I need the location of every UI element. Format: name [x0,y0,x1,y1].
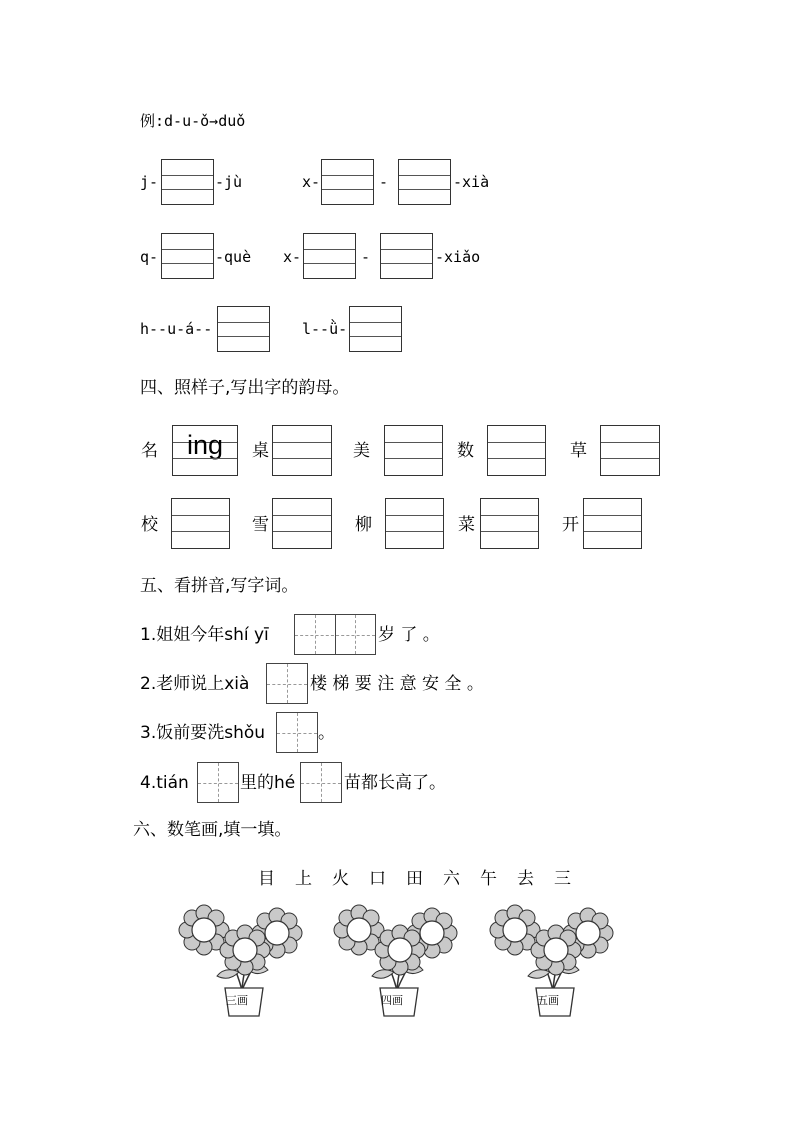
char-label: 名 [141,441,158,461]
stroke-char: 三 [554,869,571,889]
spell-result-que: -què [215,248,252,266]
stroke-char: 火 [332,869,349,889]
pot-label: 三画 [226,994,248,1007]
spell-dash: - [379,173,389,191]
char-label: 数 [457,441,474,461]
stroke-char: 去 [517,869,534,889]
q2-tail: 楼 梯 要 注 意 安 全 。 [310,674,484,694]
flower-center [265,921,289,945]
flower-center [503,918,527,942]
flower-center [576,921,600,945]
section-5-title: 五、看拼音,写字词。 [140,576,299,596]
pot-label: 四画 [381,994,403,1007]
q1-text: 1.姐姐今年shí yī [140,625,269,645]
leaf [217,970,239,979]
leaf [372,970,394,979]
spell-hua: h--u-á-- [140,320,213,338]
spell-result-xia: -xià [453,173,490,191]
char-label: 桌 [252,441,269,461]
leaf [528,970,550,979]
stroke-char: 口 [369,869,386,889]
spell-dash: - [361,248,371,266]
spell-result-xiao: -xiǎo [435,248,481,266]
q1-tail: 岁 了 。 [378,625,440,645]
spell-prefix-x: x- [283,248,302,266]
stroke-char: 午 [480,869,497,889]
flower-center [388,938,412,962]
flower-center [420,921,444,945]
spell-prefix-x: x- [302,173,321,191]
stroke-char: 田 [406,869,423,889]
sample-answer: ing [186,430,224,460]
q3-text: 3.饭前要洗shǒu [140,723,266,743]
char-label: 菜 [458,515,475,535]
spell-prefix-q: q- [140,248,159,266]
q3-tail: 。 [318,723,335,743]
flower-center [544,938,568,962]
char-label: 开 [562,515,579,535]
char-label: 校 [141,515,158,535]
spell-prefix-j: j- [140,173,159,191]
spell-result-ju: -jù [215,173,243,191]
q2-text: 2.老师说上xià [140,674,250,694]
flower-center [192,918,216,942]
stroke-char: 上 [295,869,312,889]
char-label: 草 [570,441,587,461]
stroke-char: 六 [443,869,460,889]
q4-middle: 里的hé [240,773,296,793]
char-label: 美 [353,441,370,461]
flower-center [347,918,371,942]
q4-text: 4.tián [140,773,189,793]
section-6-title: 六、数笔画,填一填。 [133,820,292,840]
example-line: 例:d-u-ǒ→duǒ [140,112,246,130]
char-label: 雪 [252,515,269,535]
flower-center [233,938,257,962]
q4-tail: 苗都长高了。 [344,773,446,793]
stroke-char: 目 [258,869,275,889]
section-4-title: 四、照样子,写出字的韵母。 [140,378,350,398]
pot-label: 五画 [537,994,559,1007]
spell-lv: l--ǜ- [302,320,348,338]
char-label: 柳 [355,515,372,535]
